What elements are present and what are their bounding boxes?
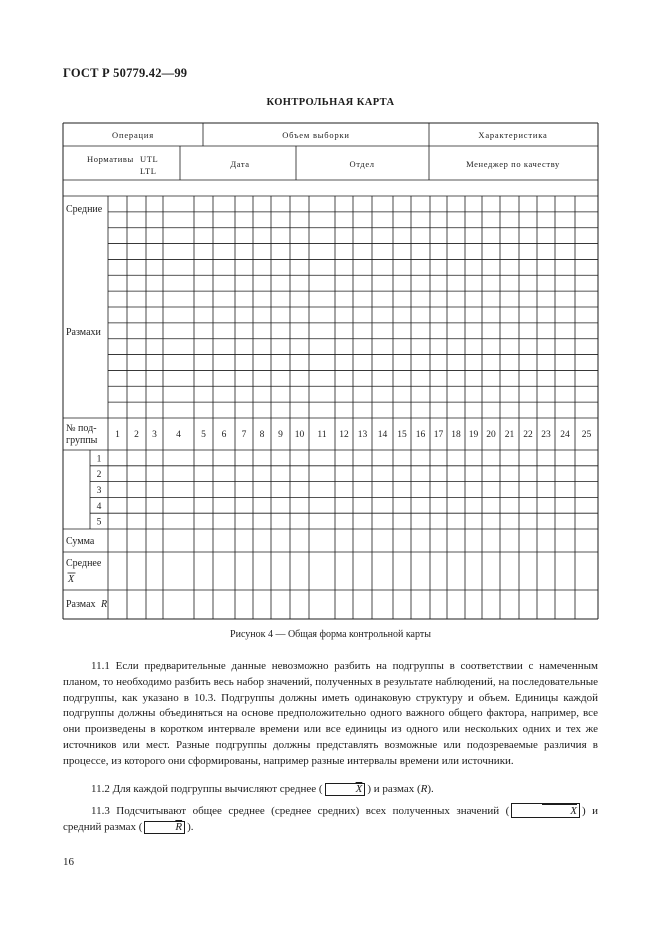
subgroup-number-14: 14 [377, 430, 388, 440]
paragraph-11-3 [63, 803, 598, 836]
paragraph-11-2-text: 11.2 Для каждой подгруппы вычисляют среднее ( [91, 783, 323, 795]
chart-title: КОНТРОЛЬНАЯ КАРТА [266, 97, 395, 108]
paragraph-11-2-mid: ) и размах ( [367, 783, 421, 795]
subgroup-number-16: 16 [415, 430, 426, 440]
observation-number-1: 1 [96, 454, 102, 465]
subgroup-number-1: 1 [115, 430, 120, 440]
subgroup-number-15: 15 [397, 430, 407, 440]
figure-caption: Рисунок 4 — Общая форма контрольной карты [230, 629, 431, 640]
subgroup-number-3: 3 [152, 430, 157, 440]
subgroup-number-20: 20 [486, 430, 496, 440]
subgroup-number-12: 12 [339, 430, 349, 440]
mean-row-label: Среднее [66, 558, 102, 569]
observation-number-2: 2 [96, 470, 102, 481]
header-ltl: LTL [140, 166, 157, 176]
section-means-label: Средние [66, 204, 103, 215]
header-characteristic: Характеристика [478, 130, 548, 140]
paragraph-11-3-end: ). [187, 820, 194, 833]
subgroup-number-19: 19 [468, 430, 479, 440]
paragraph-11-2-end: ). [427, 783, 434, 795]
subgroup-number-2: 2 [134, 430, 139, 440]
subgroup-number-10: 10 [294, 430, 305, 440]
subgroup-number-17: 17 [433, 430, 444, 440]
subgroup-number-7: 7 [241, 430, 247, 440]
subgroup-label-line2: группы [66, 435, 98, 446]
subgroup-label-line1: № под- [66, 423, 97, 434]
subgroup-number-8: 8 [259, 430, 265, 440]
paragraph-11-3-mid: ) и средний размах ( [63, 805, 598, 833]
header-norms-label: Нормативы [87, 154, 134, 164]
range-symbol: R [420, 783, 428, 795]
paragraph-11-2 [63, 782, 598, 798]
header-date: Дата [230, 159, 250, 169]
subgroup-number-5: 5 [201, 430, 206, 440]
subgroup-number-9: 9 [278, 430, 283, 440]
document-id: ГОСТ Р 50779.42—99 [63, 66, 188, 80]
subgroup-number-22: 22 [523, 430, 533, 440]
observation-number-3: 3 [96, 486, 102, 496]
header-utl: UTL [140, 154, 159, 164]
header-operation: Операция [112, 130, 154, 140]
subgroup-number-11: 11 [317, 430, 327, 440]
subgroup-number-13: 13 [357, 430, 368, 440]
observation-number-5: 5 [96, 517, 102, 528]
subgroup-number-21: 21 [504, 430, 515, 440]
mean-symbol: $\overline{X}$ [325, 783, 366, 796]
sum-row-label: Сумма [66, 536, 95, 547]
range-row-symbol: R [101, 599, 108, 610]
subgroup-number-24: 24 [560, 430, 570, 440]
mean-row-symbol: X [68, 574, 75, 585]
header-quality-manager: Менеджер по качеству [466, 159, 560, 169]
page-number: 16 [63, 856, 74, 868]
header-department: Отдел [349, 159, 375, 169]
subgroup-number-6: 6 [221, 430, 227, 440]
grand-mean-symbol: $\overline{X}$ [511, 803, 580, 818]
paragraph-11-3-text: 11.3 Подсчитывают общее среднее (среднее средних) всех полученных значений ( [91, 805, 510, 817]
subgroup-number-23: 23 [541, 430, 551, 440]
mean-range-symbol: $\overline{R}$ [144, 821, 185, 834]
subgroup-number-25: 25 [581, 430, 592, 440]
paragraph-11-1: 11.1 Если предварительные данные невозможно разбить на подгруппы в соответствии с намеченным планом, то необходимо разбить весь набор значений, полученных в результате наблюдений, на последовательные подгруппы, как указано в 10.3. Подгруппы должны иметь одинаковую структуру и объем. Единицы каждой подгруппы должны объединяться на основе предположительно одного важного общего фактора, например, все они произведены в коротком интервале времени или все единицы из одного или нескольких одних и тех же источников или мест. Разные подгруппы должны представлять возможные или подозреваемые различия в процессе, из которого они сформированы, например разные интервалы времени или источники. [63, 660, 598, 767]
subgroup-number-4: 4 [176, 430, 181, 440]
range-row-label: Размах [66, 599, 96, 610]
observation-number-4: 4 [96, 501, 102, 512]
subgroup-number-18: 18 [451, 430, 461, 440]
header-sample-size: Объем выборки [282, 130, 350, 140]
section-ranges-label: Размахи [66, 327, 101, 338]
